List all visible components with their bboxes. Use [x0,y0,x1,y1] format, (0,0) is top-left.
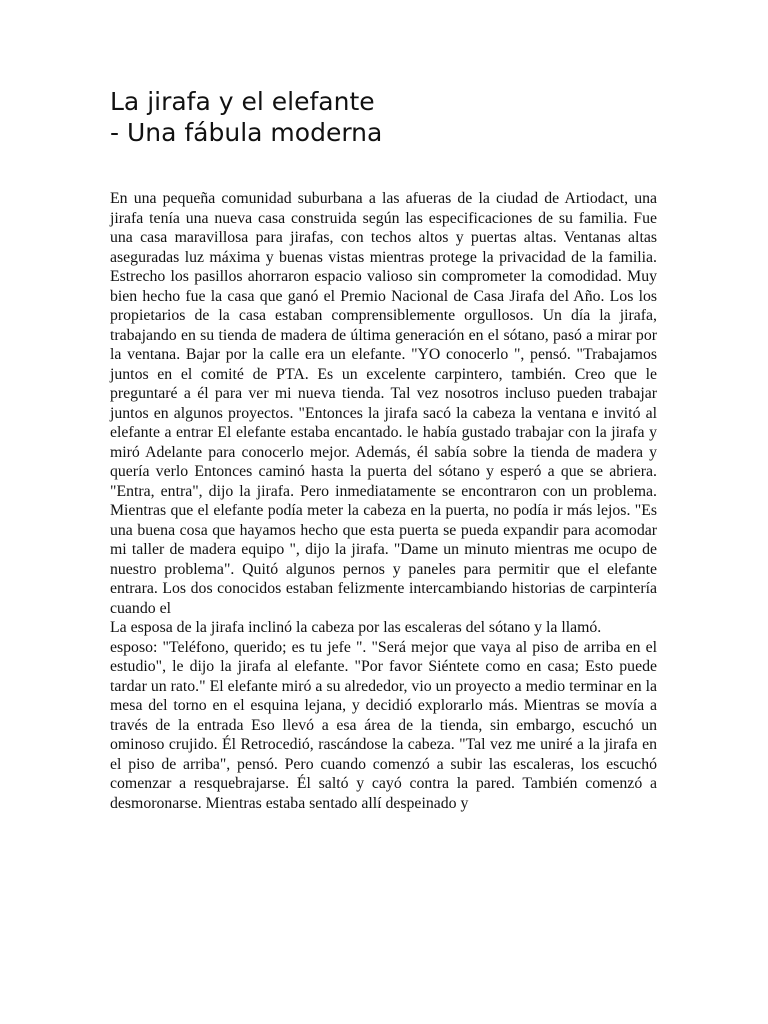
paragraph: esposo: "Teléfono, querido; es tu jefe ". "Será mejor que vaya al piso de arriba en el estudio", le dijo la jirafa al elefante. "Por favor Siéntete como en casa; Esto puede tardar un rato." El elefante miró a su alrededor, vio un proyecto a medio terminar en la mesa del torno en el esquina lejana, y decidió explorarlo más. Mientras se movía a través de la entrada Eso llevó a esa área de la tienda, sin embargo, escuchó un ominoso crujido. Él Retrocedió, rascándose la cabeza. "Tal vez me uniré a la jirafa en el piso de arriba", pensó. Pero cuando comenzó a subir las escaleras, los escuchó comenzar a resquebrajarse. Él saltó y cayó contra la pared. También comenzó a desmoronarse. Mientras estaba sentado allí despeinado y [110,638,657,812]
paragraph: La esposa de la jirafa inclinó la cabeza por las escaleras del sótano y la llamó. [110,619,602,636]
document-page [110,86,657,813]
title-line-1: La jirafa y el elefante [110,87,375,116]
title-line-2: - Una fábula moderna [110,118,383,147]
page-title [110,86,657,148]
body-text [110,189,657,813]
paragraph: En una pequeña comunidad suburbana a las afueras de la ciudad de Artiodact, una jirafa tenía una nueva casa construida según las especificaciones de su familia. Fue una casa maravillosa para jirafas, con techos altos y puertas altas. Ventanas altas aseguradas luz máxima y buenas vistas mientras protege la privacidad de la familia. Estrecho los pasillos ahorraron espacio valioso sin comprometer la comodidad. Muy bien hecho fue la casa que ganó el Premio Nacional de Casa Jirafa del Año. Los los propietarios de la casa estaban comprensiblemente orgullosos. Un día la jirafa, trabajando en su tienda de madera de última generación en el sótano, pasó a mirar por la ventana. Bajar por la calle era un elefante. "YO conocerlo ", pensó. "Trabajamos juntos en el comité de PTA. Es un excelente carpintero, también. Creo que le preguntaré a él para ver mi nueva tienda. Tal vez nosotros incluso pueden trabajar juntos en algunos proyectos. "Entonces la jirafa sacó la cabeza la ventana e invitó al elefante a entrar El elefante estaba encantado. le había gustado trabajar con la jirafa y miró Adelante para conocerlo mejor. Además, él sabía sobre la tienda de madera y quería verlo Entonces caminó hasta la puerta del sótano y esperó a que se abriera. "Entra, entra", dijo la jirafa. Pero inmediatamente se encontraron con un problema. Mientras que el elefante podía meter la cabeza en la puerta, no podía ir más lejos. "Es una buena cosa que hayamos hecho que esta puerta se pueda expandir para acomodar mi taller de madera equipo ", dijo la jirafa. "Dame un minuto mientras me ocupo de nuestro problema". Quitó algunos pernos y paneles para permitir que el elefante entrara. Los dos conocidos estaban felizmente intercambiando historias de carpintería cuando el [110,190,657,617]
